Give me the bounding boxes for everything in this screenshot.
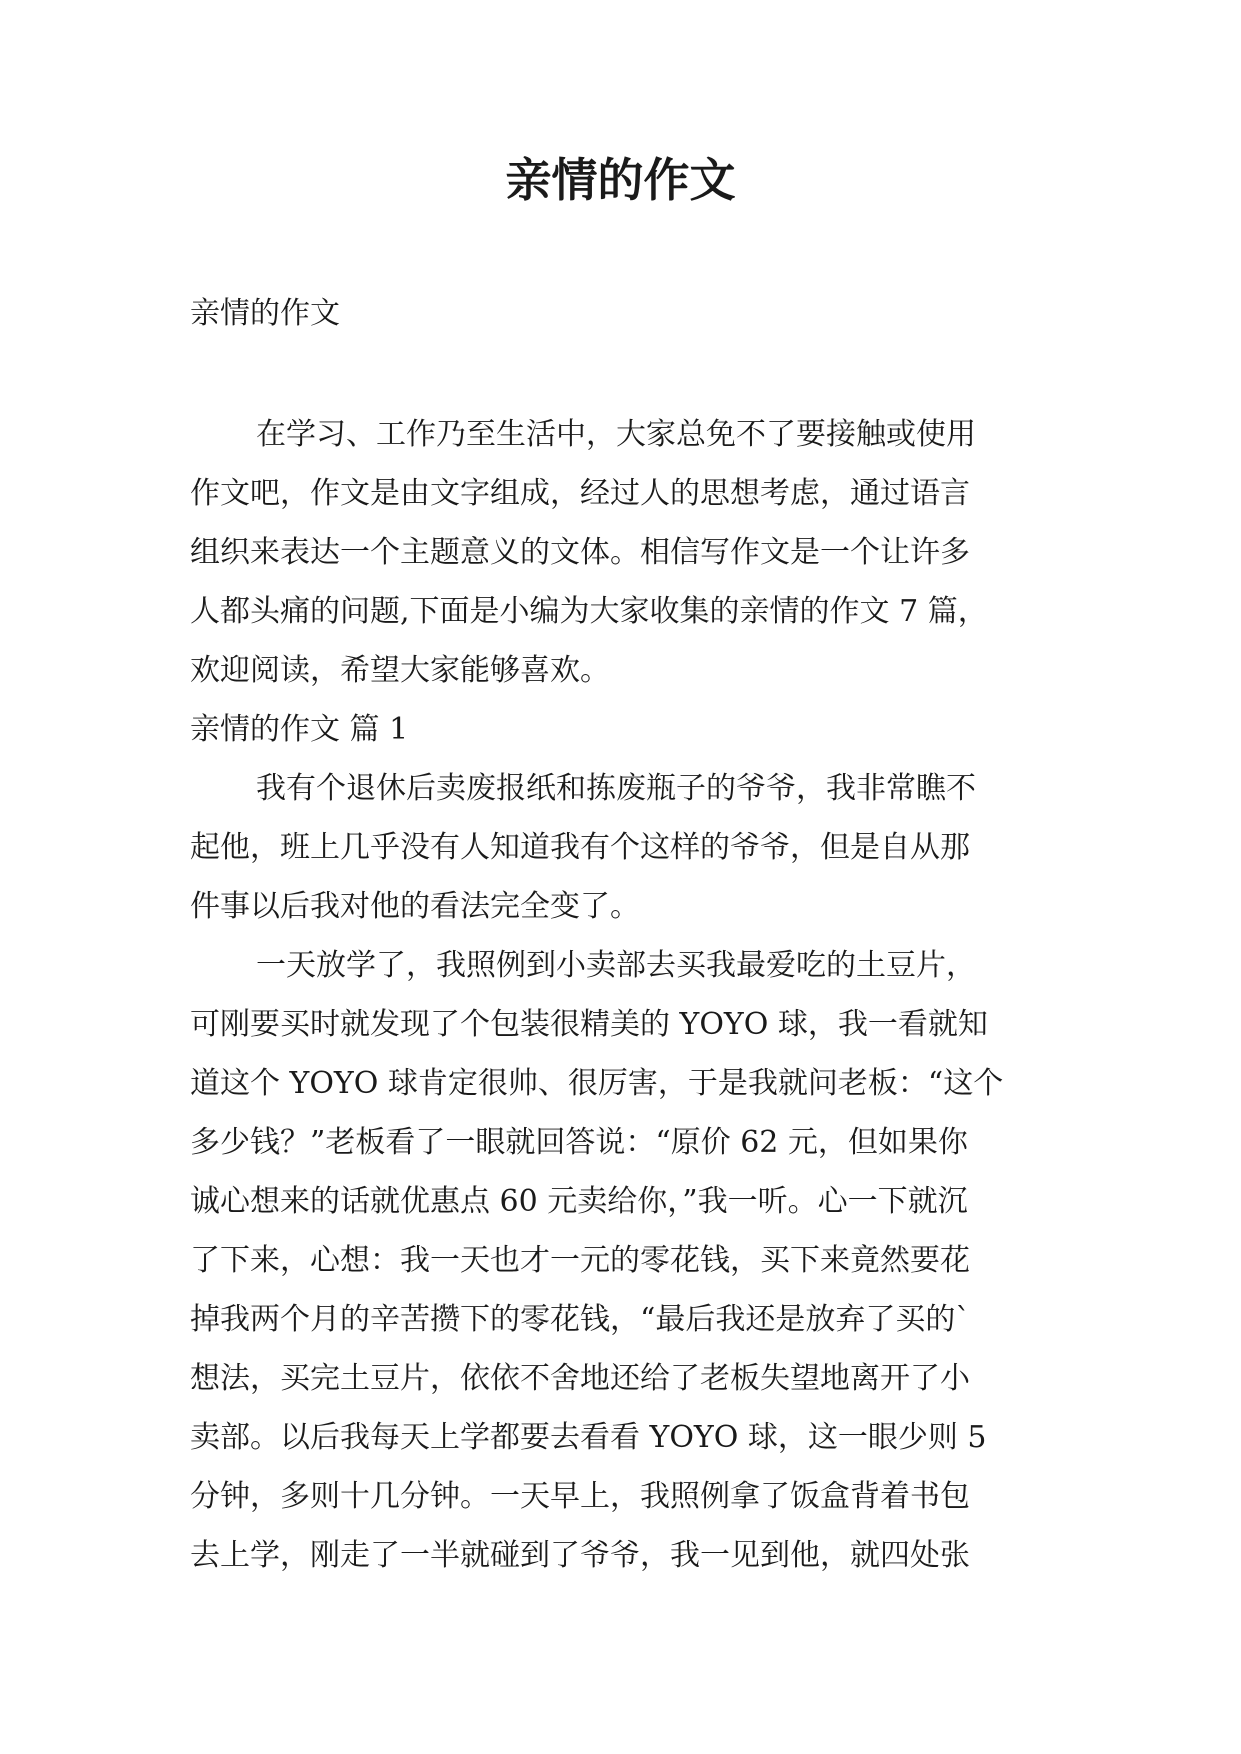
text-line: 道这个 YOYO 球肯定很帅、很厉害，于是我就问老板：“这个 bbox=[190, 1066, 1004, 1101]
text-line: 作文吧，作文是由文字组成，经过人的思想考虑，通过语言 bbox=[190, 476, 970, 511]
text-line: 我有个退休后卖废报纸和拣废瓶子的爷爷，我非常瞧不 bbox=[256, 771, 976, 806]
text-line: 一天放学了，我照例到小卖部去买我最爱吃的土豆片， bbox=[256, 948, 976, 983]
text-line: 在学习、工作乃至生活中，大家总免不了要接触或使用 bbox=[256, 417, 976, 452]
text-line: 了下来，心想：我一天也才一元的零花钱，买下来竟然要花 bbox=[190, 1243, 970, 1278]
text-line: 诚心想来的话就优惠点 60 元卖给你，”我一听。心一下就沉 bbox=[190, 1184, 968, 1219]
text-line: 卖部。以后我每天上学都要去看看 YOYO 球，这一眼少则 5 bbox=[190, 1420, 987, 1455]
document-subtitle: 亲情的作文 bbox=[190, 296, 340, 331]
text-line: 去上学，刚走了一半就碰到了爷爷，我一见到他，就四处张 bbox=[190, 1538, 970, 1573]
text-line: 想法，买完土豆片，依依不舍地还给了老板失望地离开了小 bbox=[190, 1361, 970, 1396]
document-title: 亲情的作文 bbox=[505, 153, 736, 207]
text-line: 人都头痛的问题,下面是小编为大家收集的亲情的作文 7 篇， bbox=[190, 594, 988, 629]
text-line: 可刚要买时就发现了个包装很精美的 YOYO 球，我一看就知 bbox=[190, 1007, 988, 1042]
document-body bbox=[190, 405, 1070, 1585]
text-line: 件事以后我对他的看法完全变了。 bbox=[190, 889, 640, 924]
text-line: 欢迎阅读，希望大家能够喜欢。 bbox=[190, 653, 610, 688]
text-line: 分钟，多则十几分钟。一天早上，我照例拿了饭盒背着书包 bbox=[190, 1479, 970, 1514]
text-line: 多少钱？”老板看了一眼就回答说：“原价 62 元，但如果你 bbox=[190, 1125, 968, 1160]
section-heading: 亲情的作文 篇 1 bbox=[190, 712, 409, 747]
text-line: 掉我两个月的辛苦攒下的零花钱，“最后我还是放弃了买的` bbox=[190, 1302, 971, 1337]
text-line: 组织来表达一个主题意义的文体。相信写作文是一个让许多 bbox=[190, 535, 970, 570]
text-line: 起他，班上几乎没有人知道我有个这样的爷爷，但是自从那 bbox=[190, 830, 970, 865]
